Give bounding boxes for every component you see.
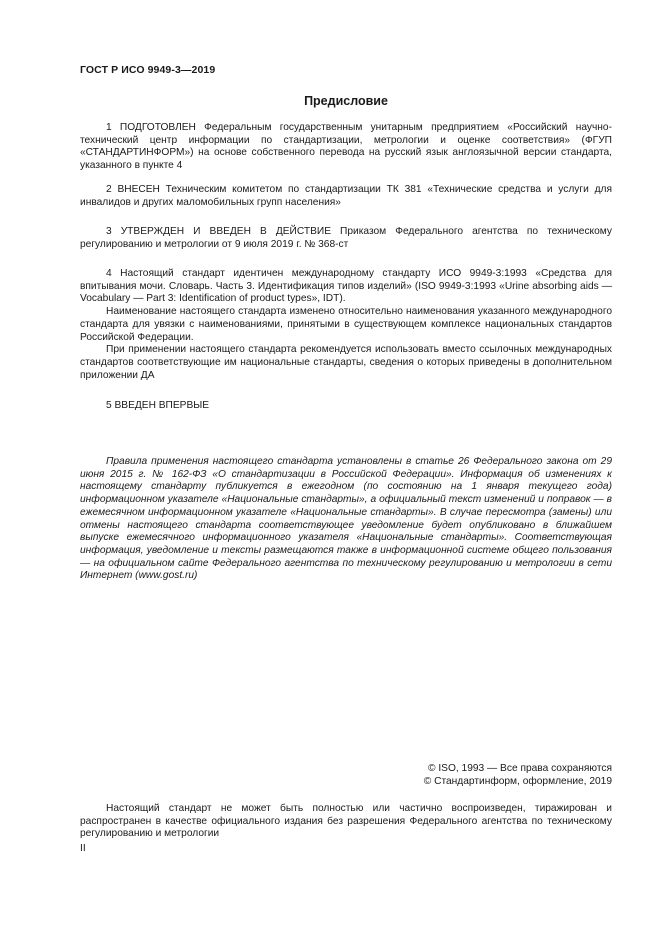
foreword-item-1-text: 1 ПОДГОТОВЛЕН Федеральным государственным унитарным предприятием «Российский научно-технический центр информации по стандартизации, метрологии и оценке соответствия» (ФГУП «СТАНДАРТИНФОРМ») на основе собственного перевода на русский язык англоязычной версии стандарта, указанного в пункте 4 xyxy=(80,122,612,172)
reproduction-notice-text: Настоящий стандарт не может быть полностью или частично воспроизведен, тиражирован и распространен в качестве официального издания без разрешения Федерального агентства по техническому регулированию и метрологии xyxy=(80,803,612,840)
application-rules-text: Правила применения настоящего стандарта установлены в статье 26 Федерального закона от 29 июня 2015 г. № 162-ФЗ «О стандартизации в Российской Федерации». Информация об изменениях к настоящему стандарту публикуется в ежегодном (по состоянию на 1 января текущего года) информационном указателе «Национальные стандарты», а официальный текст изменений и поправок — в ежемесячном информационном указателе «Национальные стандарты». В случае пересмотра (замены) или отмены настоящего стандарта соответствующее уведомление будет опубликовано в ближайшем выпуске ежемесячного информационного указателя «Национальные стандарты». Соответствующая информация, уведомление и тексты размещаются также в информационной системе общего пользования — на официальном сайте Федерального агентства по техническому регулированию и метрологии в сети Интернет (www.gost.ru) xyxy=(80,456,612,582)
application-rules-notice xyxy=(80,456,612,583)
foreword-item-2-text: 2 ВНЕСЕН Техническим комитетом по стандартизации ТК 381 «Технические средства и услуги для инвалидов и других маломобильных групп населения» xyxy=(80,184,612,208)
section-title: Предисловие xyxy=(304,94,388,108)
foreword-item-3 xyxy=(80,226,612,251)
foreword-item-5 xyxy=(80,400,612,413)
foreword-item-5-text: 5 ВВЕДЕН ВПЕРВЫЕ xyxy=(106,400,210,411)
foreword-item-1 xyxy=(80,122,612,173)
copyright-standartinform: © Стандартинформ, оформление, 2019 xyxy=(423,775,612,787)
foreword-item-4-para3: При применении настоящего стандарта рекомендуется использовать вместо ссылочных международных стандартов соответствующие им национальные стандарты, сведения о которых приведены в дополнительном приложении ДА xyxy=(80,344,612,381)
foreword-item-4 xyxy=(80,268,612,382)
reproduction-notice xyxy=(80,803,612,841)
foreword-item-4-text: 4 Настоящий стандарт идентичен международному стандарту ИСО 9949-3:1993 «Средства для впитывания мочи. Словарь. Часть 3. Идентификация типов изделий» (ISO 9949-3:1993 «Urine absorbing aids — Vocabulary — Part 3: Identification of product types», IDT). xyxy=(80,268,612,305)
foreword-item-3-text: 3 УТВЕРЖДЕН И ВВЕДЕН В ДЕЙСТВИЕ Приказом Федерального агентства по техническому регулированию и метрологии от 9 июля 2019 г. № 368-ст xyxy=(80,226,612,250)
page-number: II xyxy=(80,843,86,854)
foreword-item-4-para2: Наименование настоящего стандарта изменено относительно наименования указанного международного стандарта для увязки с наименованиями, принятыми в существующем комплексе национальных стандартов Российской Федерации. xyxy=(80,306,612,343)
standard-header: ГОСТ Р ИСО 9949-3—2019 xyxy=(80,64,216,76)
foreword-item-2 xyxy=(80,184,612,209)
copyright-iso: © ISO, 1993 — Все права сохраняются xyxy=(428,763,612,774)
copyright-block xyxy=(424,763,612,788)
